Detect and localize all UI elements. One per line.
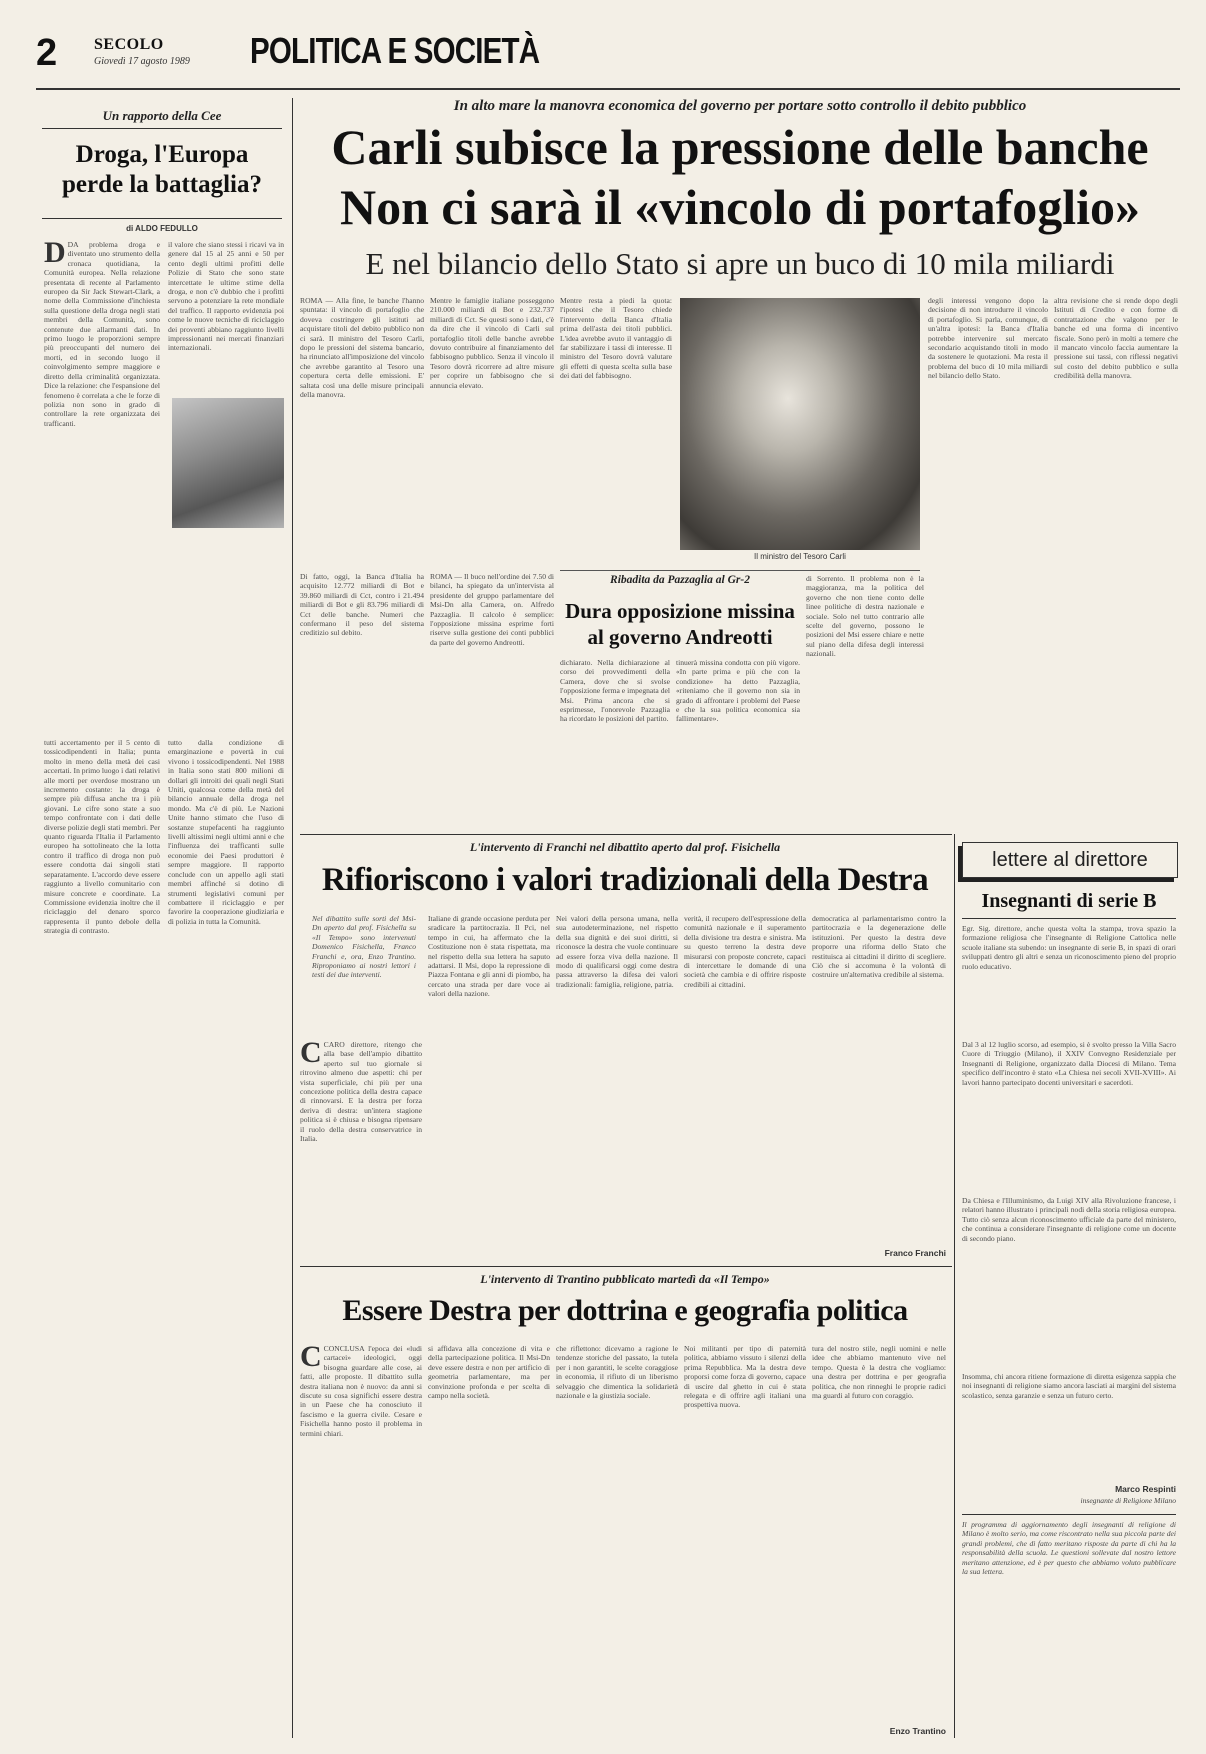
trantino-col4: Noi militanti per tipo di paternità politica, abbiamo vissuto i silenzi della prima Repubblica. Ma la destra deve proporsi come forza di governo, capace di uscire dal ghetto in cui è stata relegata e di offrire agli italiani una prospettiva nuova. <box>684 1344 806 1410</box>
left-byline: di ALDO FEDULLO <box>126 224 198 233</box>
franchi-signature: Franco Franchi <box>884 1248 946 1258</box>
trantino-headline: Essere Destra per dottrina e geografia politica <box>342 1294 908 1327</box>
left-headline: Droga, l'Europa perde la battaglia? <box>62 141 262 198</box>
trantino-top-rule <box>300 1266 952 1267</box>
page-number: 2 <box>36 32 58 74</box>
pazzaglia-box <box>560 570 920 572</box>
franchi-col3: Nei valori della persona umana, nella sua autodeterminazione, nel rispetto della sua dignità e dei suoi diritti, si riconosce la destra che vuole continuare ad essere forza viva della nazione. Il modo di qualificarsi oggi come destra passa attraverso la difesa dei valori tradizionali: famiglia, religione, patria. <box>556 914 678 989</box>
main-kicker: In alto mare la manovra economica del governo per portare sotto controllo il debito pubblico <box>453 98 1027 114</box>
carli-photo-caption: Il ministro del Tesoro Carli <box>754 552 846 561</box>
main-headline-line2: Non ci sarà il «vincolo di portafoglio» <box>340 179 1140 235</box>
main-col1-b: ROMA — Il buco nell'ordine dei 7.50 di bilanci, ha spiegato da un'intervista al presidente del gruppo parlamentare del Msi-Dn alla Camera, on. Alfredo Pazzaglia. Il calcolo è semplice: l'opposizione missina esprime forti riserve sulla gestione dei conti pubblici da parte del governo Andreotti. <box>430 572 554 647</box>
letters-body4: Insomma, chi ancora ritiene formazione di diretta esigenza sappia che noi insegnanti di religione siamo ancora lasciati ai margini del sistema scolastico, senza garanzie e senza un futuro certo. <box>962 1372 1176 1400</box>
issue-date: Giovedì 17 agosto 1989 <box>94 56 190 67</box>
franchi-top-rule <box>300 834 952 835</box>
drug-scene-photo <box>172 398 284 528</box>
franchi-col1: CCARO direttore, ritengo che alla base dell'ampio dibattito aperto sul tuo giornale si ritrovino almeno due aspetti: chi per vista superficiale, chi più per una concezione politica della destra capace di rinnovarsi. E la destra per forza deriva di destra: un'intera stagione politica si è chiusa e bisogna ripensare il ruolo della destra conservatrice in Italia. <box>300 1040 422 1144</box>
pazzaglia-headline: Dura opposizione missina al governo Andreotti <box>565 599 795 649</box>
letters-header-box <box>962 842 1178 878</box>
main-subhead: E nel bilancio dello Stato si apre un buco di 10 mila miliardi <box>365 246 1115 281</box>
franchi-kicker: L'intervento di Franchi nel dibattito aperto dal prof. Fisichella <box>469 840 781 854</box>
franchi-intro: Nel dibattito sulle sorti del Msi-Dn aperto dal prof. Fisichella su «Il Tempo» sono intervenuti Domenico Fisichella, Franco Franchi e, ora, Enzo Trantino. Riproponiamo ai nostri lettori i testi dei due interventi. <box>312 914 416 980</box>
pazzaglia-col1: dichiarato. Nella dichiarazione al corso dei provvedimenti della Camera, dove che si svolse l'opposizione ferma e impegnata del Msi. Prima ancora che si esprimesse, l'onorevole Pazzaglia ha ricordato le posizioni del partito. <box>560 658 670 724</box>
letters-body3: Da Chiesa e l'Illuminismo, da Luigi XIV alla Rivoluzione francese, i relatori hanno illustrato i principali nodi della storia religiosa europea. Tutto ciò senza alcun riconoscimento ufficiale da parte del ministero, che continua a considerare l'insegnante di religione come un docente di secondo piano. <box>962 1196 1176 1243</box>
newspaper-logo: SECOLO <box>94 36 164 53</box>
trantino-col1: CCONCLUSA l'epoca dei «ludi cartacei» ideologici, oggi bisogna guardare alle cose, ai fatti, alle proposte. Il dibattito sulla destra italiana non è nuovo: da anni si discute su cosa significhi essere destra in un Paese che ha conosciuto il fascismo e la guerra civile. Cesare e Fisichella hanno posto il problema in termini chiari. <box>300 1344 422 1438</box>
left-col1: DDA problema droga e diventato uno strumento della cronaca quotidiana, la Comunità europea. Nella relazione presentata di recente al Parlamento europeo da Sir Jack Stewart-Clark, a nome della Commissione d'inchiesta sulla questione della droga negli stati membri della Comunità, sono contenute due allarmanti dati. In primo luogo le proporzioni sempre più preoccupanti del numero dei morti, ed in secondo luogo il coinvolgimento sempre maggiore e diretto della criminalità organizzata. Dice la relazione: che l'espansione del fenomeno è correlata a che le forze di polizia non sono in grado di controllare la rete organizzata dei trafficanti. <box>44 240 160 428</box>
trantino-col2: si affidava alla concezione di vita e della partecipazione politica. Il Msi-Dn deve essere destra e non per artificio di geometria parlamentare, ma per convinzione profonda e per scelta di campo nella società. <box>428 1344 550 1401</box>
carli-photo <box>680 298 920 550</box>
letters-divider <box>954 834 955 1738</box>
left-column-divider <box>292 98 293 1738</box>
letters-editor-note: Il programma di aggiornamento degli insegnanti di religione di Milano è molto serio, ma come riscontrato nella sua piccola parte dei grandi problemi, che di fatto meritano risposte da parte di chi ha la responsabilità della scuola. Le questioni sollevate dal nostro lettore meritano attenzione, ed è per questo che abbiamo voluto pubblicare la sua lettera. <box>962 1520 1176 1577</box>
main-col4: degli interessi vengono dopo la decisione di non introdurre il vincolo di portafoglio. Si parla, comunque, di un'altra ipotesi: la Banca d'Italia potrebbe intervenire sul mercato secondario acquistando titoli in modo da sostenere le quotazioni. Ma resta il problema del buco di 10 mila miliardi nel bilancio dello Stato. <box>928 296 1048 381</box>
pazzaglia-col3: di Sorrento. Il problema non è la maggioranza, ma la politica del governo che non tiene conto delle linee politiche di destra nazionale e sociale. Solo nel tutto contrario alle scelte del governo, possono le posizioni del Msi essere chiare e nette sul piano della difesa degli interessi nazionali. <box>806 574 924 659</box>
letters-body2: Dal 3 al 12 luglio scorso, ad esempio, si è svolto presso la Villa Sacro Cuore di Triuggio (Milano), il XXIV Convegno Residenziale per Insegnanti di Religione, organizzato dalla Diocesi di Milano. Tema specifico dell'incontro è stato «La Chiesa nei secoli XVII-XVIII». Ai lavori hanno partecipato docenti universitari e sacerdoti. <box>962 1040 1176 1087</box>
main-col1: ROMA — Alla fine, le banche l'hanno spuntata: il vincolo di portafoglio che doveva costringere gli istituti ad acquistare titoli del debito pubblico non ci sarà. Il ministro del Tesoro Carli, dopo le pressioni del sistema bancario, ha rinunciato all'imposizione del vincolo che avrebbe garantito al Tesoro una copertura certa delle emissioni. E' saltata così una delle misure principali della manovra. <box>300 296 424 400</box>
masthead <box>36 30 1180 82</box>
franchi-headline: Rifioriscono i valori tradizionali della Destra <box>321 862 929 898</box>
left-col2-cont: tutto dalla condizione di emarginazione e povertà in cui vivono i tossicodipendenti. Nel 1988 in Italia sono stati 800 milioni di dollari gli introiti dei quali negli Stati Uniti, qualcosa come della metà del bilancio annuale della droga nel mondo. Ma c'è di più. Le Nazioni Unite hanno stimato che l'uso di sostanze stupefacenti ha raggiunto livelli altissimi negli ultimi anni e che l'influenza dei trafficanti sulle economie dei Paesi produttori è sempre maggiore. Il rapporto conclude con un appello agli stati membri affinché si dotino di strumenti legislativi comuni per combattere il riciclaggio e per favorire la cooperazione giudiziaria e di polizia in tutta la Comunità. <box>168 738 284 926</box>
main-headline-line1: Carli subisce la pressione delle banche <box>331 119 1149 175</box>
letters-signature-role: insegnante di Religione Milano <box>1080 1496 1176 1505</box>
letters-header: lettere al direttore <box>992 849 1148 871</box>
trantino-signature: Enzo Trantino <box>889 1726 946 1736</box>
franchi-col2: Italiane di grande occasione perduta per sradicare la partitocrazia. Il Pci, nel tempo in cui, ha affermato che la Costituzione non è stata rispettata, ma nel rispetto della sua lettera ha saputo adattarsi. Il Msi, dopo la repressione di Piazza Fontana e gli anni di piombo, ha cercato una strada per dare voce ai valori della nazione. <box>428 914 550 999</box>
letters-body1: Egr. Sig. direttore, anche questa volta la stampa, trova spazio la formazione religiosa che l'insegnante di Religione Cattolica nelle scuole italiane sta subendo: un insegnante di serie B, in spazi di orari sviluppati dentro gli altri e senza un riconoscimento pieno del proprio ruolo educativo. <box>962 924 1176 971</box>
section-title: POLITICA E SOCIETÀ <box>250 30 540 71</box>
franchi-col5: democratica al parlamentarismo contro la partitocrazia e la degenerazione delle istituzioni. Per questo la destra deve proporre una riforma dello Stato che restituisca ai cittadini il diritto di scegliere. Ciò che si accomuna è la volontà di costruire un'alternativa credibile al sistema. <box>812 914 946 980</box>
left-col2: il valore che siano stessi i ricavi va in genere dal 15 al 25 anni e 50 per cento degli ultimi profitti delle Polizie di Stato che sono state intercettate le ultime stime della droga, e non c'è dubbio che i profitti servono a potenziare la rete mondiale del traffico. Il rapporto evidenzia poi come le nuove tecniche di riciclaggio dei proventi abbiano raggiunto livelli impressionanti nei mercati finanziari internazionali. <box>168 240 284 353</box>
left-col1-cont: tutti accertamento per il 5 cento di tossicodipendenti in Italia; punta molto in meno della metà dei casi accertati. In primo luogo i dati relativi alle morti per overdose mostrano un incremento costante: la droga è sempre più diffusa anche tra i più giovani. Le cifre sono state a suo tempo confrontate con i dati delle diverse polizie degli stati membri. Per quanto riguarda l'Italia il Parlamento europeo ha sottolineato che la lotta contro il traffico di droga non può essere condotta dai singoli stati separatamente. L'accordo deve essere raggiunto a livello comunitario con misure concrete e coordinate. La Commissione evidenzia inoltre che il riciclaggio del denaro sporco rappresenta il punto debole della strategia di contrasto. <box>44 738 160 936</box>
left-col2-mid <box>168 534 284 734</box>
main-col2: Mentre le famiglie italiane posseggono 210.000 miliardi di Bot e 232.737 miliardi di Cct. Se questi sono i dati, c'è da dire che il vincolo di Carli sul portafoglio titoli delle banche avrebbe dovuto contribuire al finanziamento del fabbisogno pubblico. Senza il vincolo il Tesoro dovrà ricorrere ad altre misure per coprire un fabbisogno che si annuncia elevato. <box>430 296 554 390</box>
trantino-col5: tura del nostro stile, negli uomini e nelle idee che abbiamo mantenuto vive nel tempo. Questa è la destra che vogliamo: una destra per dottrina e per geografia politica, che non rinneghi le proprie radici ma guardi al futuro con coraggio. <box>812 1344 946 1401</box>
trantino-kicker: L'intervento di Trantino pubblicato martedì da «Il Tempo» <box>480 1272 770 1286</box>
main-col2-b: Di fatto, oggi, la Banca d'Italia ha acquisito 12.772 miliardi di Bot e 39.860 miliardi di Cct, contro i 21.494 miliardi di Bot e gli 83.796 miliardi di Cct delle banche. Numeri che confermano il peso del sistema creditizio sul debito. <box>300 572 424 638</box>
pazzaglia-col2: tinuerà missina condotta con più vigore. «In parte prima e più che con la condizione» ha detto Pazzaglia, «riteniamo che il governo non sia in grado di affrontare i problemi del Paese e che la sua politica economica sia fallimentare». <box>676 658 800 724</box>
main-col5: altra revisione che si rende dopo degli Istituti di Credito e con forme di contrattazione che valgono per le banche ed una forma di incentivo fiscale. Sono però in molti a temere che il mancato vincolo faccia aumentare la pressione sui tassi, con riflessi negativi sul costo del debito pubblico e sulla credibilità della manovra. <box>1054 296 1178 381</box>
pazzaglia-kicker: Ribadita da Pazzaglia al Gr-2 <box>610 574 750 586</box>
franchi-col4: verità, il recupero dell'espressione della comunità nazionale e il superamento della divisione tra destra e sinistra. Ma su questo terreno la destra deve misurarsi con proposte concrete, capaci di intercettare le domande di una società che cambia e di offrire risposte credibili ai cittadini. <box>684 914 806 989</box>
letters-headline: Insegnanti di serie B <box>981 890 1157 912</box>
left-kicker: Un rapporto della Cee <box>102 108 222 123</box>
letters-signature: Marco Respinti <box>1115 1484 1176 1494</box>
main-col3: Mentre resta a piedi la quota: l'ipotesi che il Tesoro chiede l'intervento della Banca d'Italia prima dell'asta dei titoli pubblici. L'idea avrebbe avuto il vantaggio di far stabilizzare i tassi di interesse. Il ministro del Tesoro dovrà valutare gli effetti di questa scelta sulla base dei dati del fabbisogno. <box>560 296 672 381</box>
trantino-col3: che riflettono: dicevamo a ragione le tendenze storiche del passato, la tutela per i non garantiti, le scelte coraggiose in economia, il rifiuto di un liberismo selvaggio che dimentica la solidarietà nazionale e la giustizia sociale. <box>556 1344 678 1401</box>
left-article <box>36 98 288 1738</box>
masthead-rule <box>36 88 1180 90</box>
